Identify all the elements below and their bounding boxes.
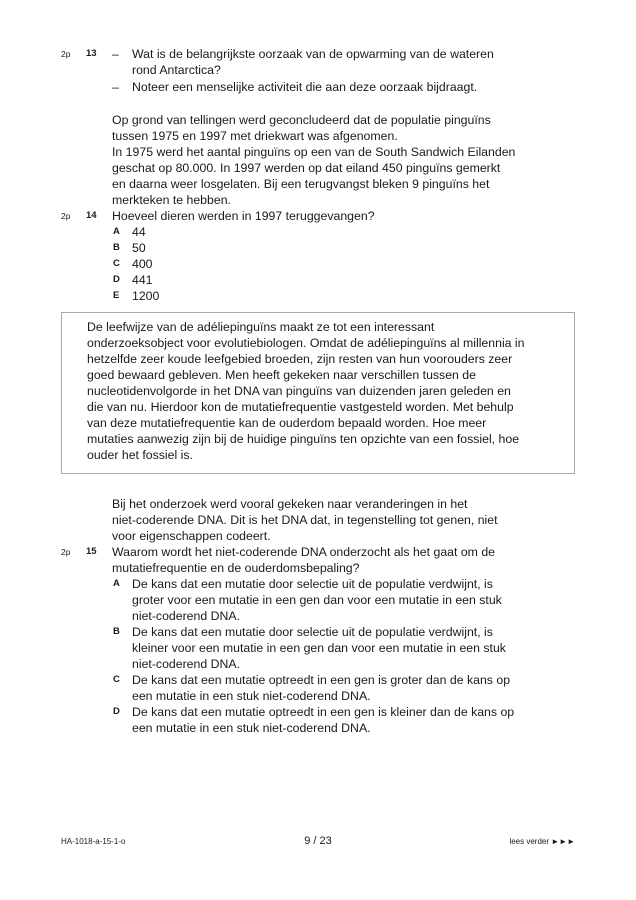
box-line: ouder het fossiel is.	[87, 448, 193, 462]
box-line: van deze mutatiefrequentie kan de ouderdom bepaald worden. Hoe meer	[87, 416, 487, 430]
paragraph-line: Op grond van tellingen werd geconcludeerd dat de populatie pinguïns	[112, 113, 491, 127]
continue-label: lees verder ►►►	[509, 837, 575, 846]
option-letter: D	[113, 274, 120, 285]
option-text: De kans dat een mutatie door selectie uit de populatie verdwijnt, is	[132, 577, 493, 591]
paragraph-line: In 1975 werd het aantal pinguïns op een van de South Sandwich Eilanden	[112, 145, 516, 159]
paragraph-line: niet-coderende DNA. Dit is het DNA dat, in tegenstelling tot genen, niet	[112, 513, 498, 527]
option-letter: E	[113, 290, 120, 301]
question-text: Noteer een menselijke activiteit die aan deze oorzaak bijdraagt.	[132, 80, 478, 94]
points-label: 2p	[61, 49, 71, 59]
box-line: mutaties aanwezig zijn bij de huidige pinguïns ten opzichte van een fossiel, hoe	[87, 432, 520, 446]
paragraph-line: en daarna weer losgelaten. Bij een terugvangst bleken 9 pinguïns het	[112, 177, 490, 191]
option-text: kleiner voor een mutatie in een gen dan voor een mutatie in een stuk	[132, 641, 506, 655]
question-number: 13	[86, 48, 97, 59]
bullet-dash: –	[112, 47, 119, 61]
option-text: 441	[132, 273, 153, 287]
option-text: niet-coderend DNA.	[132, 657, 240, 671]
box-line: nucleotidenvolgorde in het DNA van pinguïns van duizenden jaren geleden en	[87, 384, 511, 398]
option-text: 44	[132, 225, 146, 239]
option-letter: A	[113, 578, 120, 589]
bullet-dash: –	[112, 80, 119, 94]
paragraph-line: geschat op 80.000. In 1997 werden op dat eiland 450 pinguïns gemerkt	[112, 161, 501, 175]
points-label: 2p	[61, 211, 71, 221]
box-line: onderzoeksobject voor evolutiebiologen. Omdat de adéliepinguïns al millennia in	[87, 336, 525, 350]
question-text: Hoeveel dieren werden in 1997 teruggevangen?	[112, 209, 375, 223]
box-line: hetzelfde zeer koude leefgebied broeden, zijn resten van hun voorouders zeer	[87, 352, 513, 366]
option-text: 400	[132, 257, 153, 271]
option-text: een mutatie in een stuk niet-coderend DNA.	[132, 689, 371, 703]
option-letter: C	[113, 674, 120, 685]
option-text: groter voor een mutatie in een gen dan voor een mutatie in een stuk	[132, 593, 502, 607]
paragraph-line: merkteken te hebben.	[112, 193, 231, 207]
question-text: rond Antarctica?	[132, 63, 221, 77]
option-text: De kans dat een mutatie optreedt in een gen is kleiner dan de kans op	[132, 705, 515, 719]
box-line: goed bewaard gebleven. Men heeft gekeken naar verschillen tussen de	[87, 368, 476, 382]
points-label: 2p	[61, 547, 71, 557]
option-text: 50	[132, 241, 146, 255]
option-text: een mutatie in een stuk niet-coderend DNA.	[132, 721, 371, 735]
option-letter: A	[113, 226, 120, 237]
option-letter: C	[113, 258, 120, 269]
option-text: De kans dat een mutatie door selectie uit de populatie verdwijnt, is	[132, 625, 493, 639]
box-line: die van nu. Hierdoor kon de mutatiefrequentie vastgesteld worden. Met behulp	[87, 400, 514, 414]
question-text: Wat is de belangrijkste oorzaak van de opwarming van de wateren	[132, 47, 494, 61]
option-text: niet-coderend DNA.	[132, 609, 240, 623]
option-text: De kans dat een mutatie optreedt in een gen is groter dan de kans op	[132, 673, 511, 687]
paragraph-line: voor eigenschappen codeert.	[112, 529, 271, 543]
box-line: De leefwijze van de adéliepinguïns maakt ze tot een interessant	[87, 320, 435, 334]
question-number: 14	[86, 210, 97, 221]
option-letter: B	[113, 626, 120, 637]
document-code: HA-1018-a-15-1-o	[61, 837, 126, 846]
option-letter: D	[113, 706, 120, 717]
option-letter: B	[113, 242, 120, 253]
question-text: Waarom wordt het niet-coderende DNA onderzocht als het gaat om de	[112, 545, 496, 559]
question-text: mutatiefrequentie en de ouderdomsbepaling?	[112, 561, 360, 575]
option-text: 1200	[132, 289, 160, 303]
paragraph-line: Bij het onderzoek werd vooral gekeken naar veranderingen in het	[112, 497, 468, 511]
question-number: 15	[86, 546, 97, 557]
page-number: 9 / 23	[304, 835, 332, 847]
paragraph-line: tussen 1975 en 1997 met driekwart was afgenomen.	[112, 129, 398, 143]
